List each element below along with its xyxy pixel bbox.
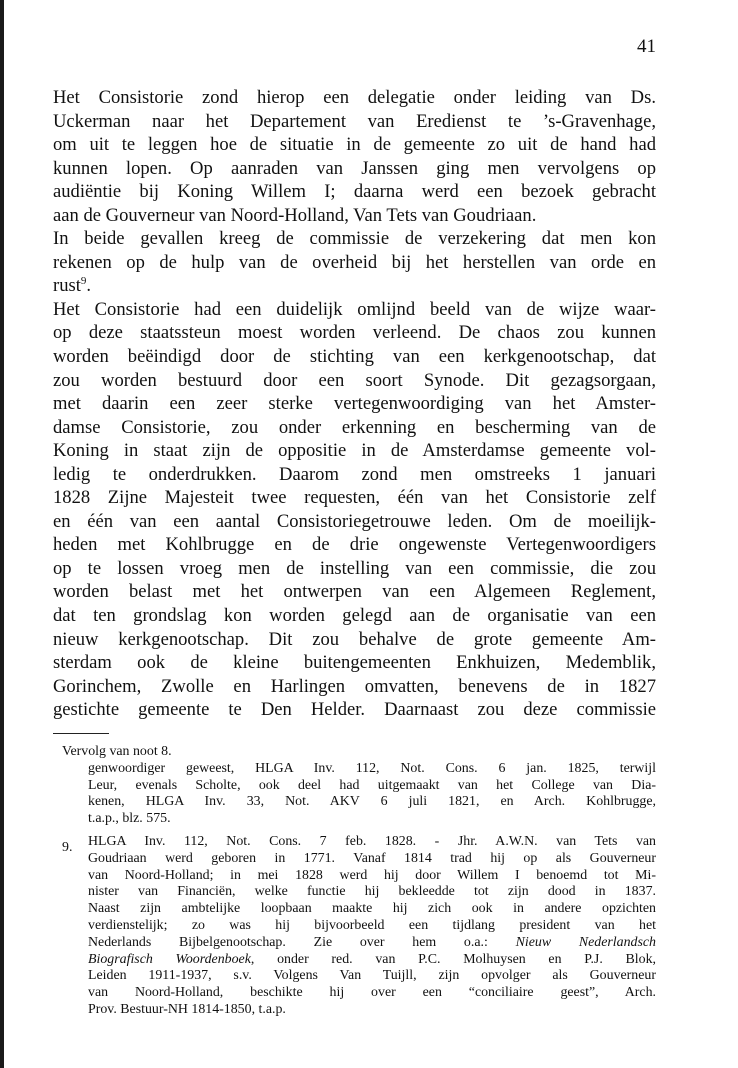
body-line: nieuw kerkgenootschap. Dit zou behalve de grote gemeente Am- <box>53 628 656 650</box>
page-number: 41 <box>637 36 656 57</box>
body-line: Koning in staat zijn de oppositie in de Amsterdamse gemeente vol- <box>53 440 656 462</box>
footnote-9-line: Goudriaan werd geboren in 1771. Vanaf 1814 trad hij op als Gouverneur <box>88 850 656 866</box>
footnote-9-line: van Noord-Holland; in mei 1828 werd hij door Willem I benoemd tot Mi- <box>88 867 656 883</box>
body-line: In beide gevallen kreeg de commissie de verzekering dat men kon <box>53 228 656 250</box>
body-line: op te lossen vroeg men de instelling van een commissie, die zou <box>53 557 656 579</box>
footnote-9-title-italic: Biografisch Woordenboek <box>88 951 251 967</box>
body-line: dat ten grondslag kon worden gelegd aan de organisatie van een <box>53 605 656 627</box>
footnote-8-line: t.a.p., blz. 575. <box>88 811 171 827</box>
footnote-8-line: Leur, evenals Scholte, ook deel had uitgemaakt van het College van Dia- <box>88 777 656 793</box>
footnote-9-line: HLGA Inv. 112, Not. Cons. 7 feb. 1828. - Jhr. A.W.N. van Tets van <box>88 833 656 849</box>
footnote-9-line-with-title <box>88 935 656 952</box>
body-line: heden met Kohlbrugge en de drie ongewenste Vertegenwoordigers <box>53 534 656 556</box>
footnote-9-line: van Noord-Holland, beschikte hij over een “conciliaire geest”, Arch. <box>88 985 656 1001</box>
footnote-9-line: Leiden 1911-1937, s.v. Volgens Van Tuijll, zijn opvolger als Gouverneur <box>88 968 656 984</box>
footnote-9-line-with-title <box>88 952 656 969</box>
footnote-ref-9[interactable]: 9 <box>80 275 87 288</box>
body-line-with-footnote <box>53 274 656 298</box>
body-line: 1828 Zijne Majesteit twee requesten, één van het Consistorie zelf <box>53 487 656 509</box>
footnote-8-line: kenen, HLGA Inv. 33, Not. AKV 6 juli 1821, en Arch. Kohlbrugge, <box>88 794 656 810</box>
footnote-9-line: Naast zijn ambtelijke loopbaan maakte hij zich ook in andere opzichten <box>88 901 656 917</box>
body-line: en één van een aantal Consistoriegetrouwe leden. Om de moeilijk- <box>53 510 656 532</box>
body-line: kunnen lopen. Op aanraden van Janssen ging men vervolgens op <box>53 157 656 179</box>
footnote-9-title-italic: Nieuw Nederlandsch <box>515 934 656 950</box>
footnote-9-line: verdienstelijk; zo was hij bijvoorbeeld een tijdlang president van het <box>88 917 656 933</box>
body-line: damse Consistorie, zou onder erkenning en bescherming van de <box>53 416 656 438</box>
body-line: ledig te onderdrukken. Daarom zond men omstreeks 1 januari <box>53 463 656 485</box>
footnote-9-line: Prov. Bestuur-NH 1814-1850, t.a.p. <box>88 1001 286 1017</box>
body-line: Het Consistorie zond hierop een delegatie onder leiding van Ds. <box>53 87 656 108</box>
body-line: zou worden bestuurd door een soort Synode. Dit gezagsorgaan, <box>53 369 656 391</box>
body-line: worden beëindigd door de stichting van een kerkgenootschap, dat <box>53 346 656 368</box>
footnote-divider <box>53 733 109 734</box>
footnote-9-number: 9. <box>62 839 73 855</box>
footnote-9-text: , onder red. van P.C. Molhuysen en P.J. Blok, <box>250 951 656 967</box>
footnotes <box>62 744 656 1019</box>
body-line: aan de Gouverneur van Noord-Holland, Van Tets van Goudriaan. <box>53 204 537 226</box>
footnote-continuation-heading: Vervolg van noot 8. <box>62 744 172 759</box>
body-line: op deze staatssteun moest worden verleend. De chaos zou kunnen <box>53 322 656 344</box>
footnote-9-text: Nederlands Bijbelgenootschap. Zie over hem o.a.: <box>88 934 488 950</box>
body-line-text: rust <box>53 275 81 297</box>
body-line: gestichte gemeente te Den Helder. Daarnaast zou deze commissie <box>53 699 656 721</box>
body-line: Gorinchem, Zwolle en Harlingen omvatten, benevens de in 1827 <box>53 675 656 697</box>
body-line: audiëntie bij Koning Willem I; daarna werd een bezoek gebracht <box>53 181 656 203</box>
body-line: worden belast met het ontwerpen van een Algemeen Reglement, <box>53 581 656 603</box>
body-line: om uit te leggen hoe de situatie in de gemeente zo uit de hand had <box>53 134 656 156</box>
footnote-9-line: nister van Financiën, welke functie hij bekleedde tot zijn dood in 1837. <box>88 884 656 900</box>
body-line: Uckerman naar het Departement van Eredienst te ’s-Gravenhage, <box>53 110 656 132</box>
body-line: met daarin een zeer sterke vertegenwoordiging van het Amster- <box>53 393 656 415</box>
footnote-9 <box>62 834 656 1019</box>
footnote-8-line: genwoordiger geweest, HLGA Inv. 112, Not. Cons. 6 jan. 1825, terwijl <box>88 760 656 776</box>
body-line: rekenen op de hulp van de overheid bij het herstellen van orde en <box>53 251 656 273</box>
body-text <box>53 86 656 722</box>
page-binding-edge <box>0 0 4 1068</box>
body-line: Het Consistorie had een duidelijk omlijnd beeld van de wijze waar- <box>53 298 656 320</box>
body-line-punct: . <box>86 275 92 297</box>
body-line: sterdam ook de kleine buitengemeenten Enkhuizen, Medemblik, <box>53 652 656 674</box>
